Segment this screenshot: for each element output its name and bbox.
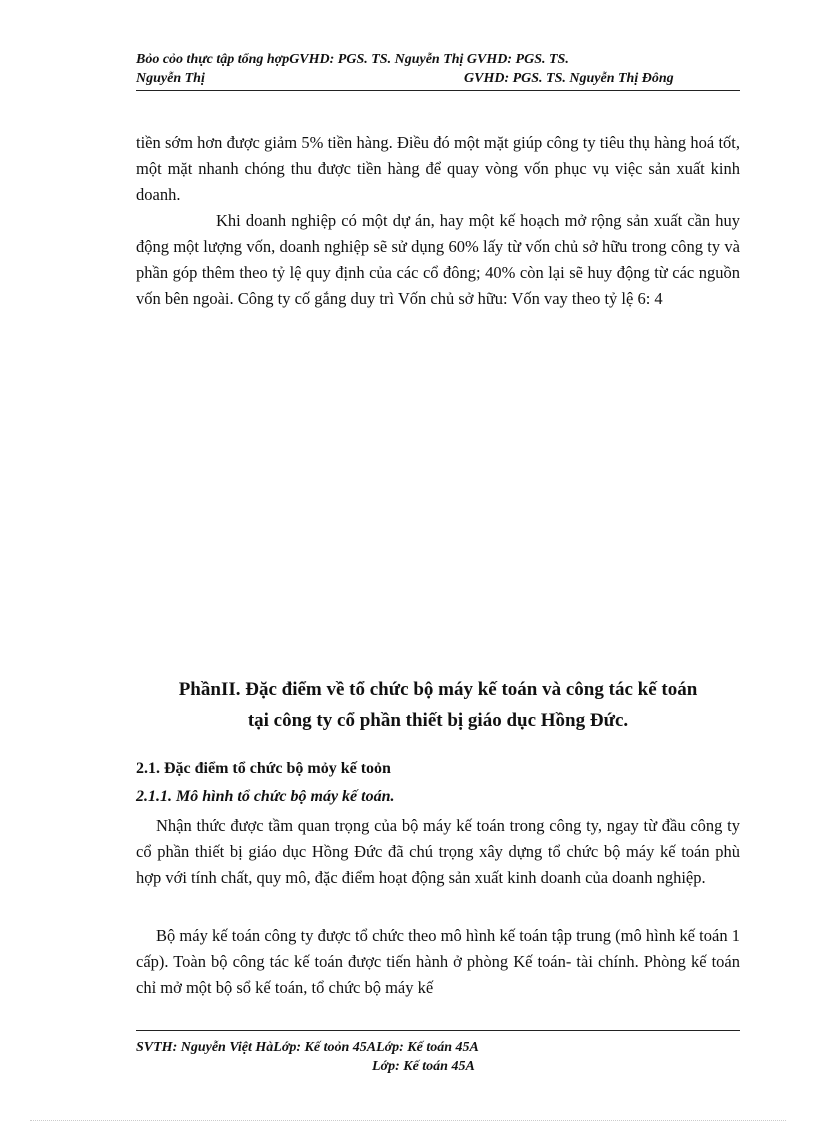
section-title-line-2: tại công ty cổ phần thiết bị giáo dục Hồng Đức. <box>247 710 629 731</box>
header-line-2-right: GVHD: PGS. TS. Nguyễn Thị Đông <box>464 71 674 86</box>
subheading-2-1: 2.1. Đặc điểm tổ chức bộ mỏy kế toỏn <box>136 760 391 777</box>
paragraph-4: Bộ máy kế toán công ty được tổ chức theo mô hình kế toán tập trung (mô hình kế toán 1 cấp). Toàn bộ công tác kế toán được tiến hành ở phòng Kế toán- tài chính. Phòng kế toán chỉ mở một bộ sổ kế toán, tổ chức bộ máy kế <box>136 926 740 997</box>
section-title <box>120 674 756 736</box>
footer-line-2: Lớp: Kế toán 45A <box>372 1059 475 1074</box>
paragraph-2: Khi doanh nghiệp có một dự án, hay một kế hoạch mở rộng sản xuất cần huy động một lượng vốn, doanh nghiệp sẽ sử dụng 60% lấy từ vốn chủ sở hữu trong công ty và phần góp thêm theo tỷ lệ quy định của các cổ đông; 40% còn lại sẽ huy động từ các nguồn vốn bên ngoài. Công ty cố gắng duy trì Vốn chủ sở hữu: Vốn vay theo tỷ lệ 6: 4 <box>136 211 740 308</box>
section-title-line-1: PhầnII. Đặc điểm về tổ chức bộ máy kế toán và công tác kế toán <box>178 679 698 700</box>
footer-line-1: SVTH: Nguyễn Việt HàLớp: Kế toỏn 45ALớp: Kế toán 45A <box>136 1040 479 1055</box>
header-line-1: Bỏo cỏo thực tập tổng hợpGVHD: PGS. TS. Nguyễn Thị GVHD: PGS. TS. <box>136 52 569 67</box>
header-line-2-left: Nguyễn Thị <box>136 71 205 86</box>
subheading-2-1-1: 2.1.1. Mô hình tổ chức bộ máy kế toán. <box>136 788 395 805</box>
page-footer <box>136 1030 740 1074</box>
page-bottom-border <box>30 1120 786 1122</box>
paragraph-1: tiền sớm hơn được giảm 5% tiền hàng. Điều đó một mặt giúp công ty tiêu thụ hàng hoá tốt, một mặt nhanh chóng thu được tiền hàng để quay vòng vốn phục vụ việc sản xuất kinh doanh. <box>136 133 740 204</box>
paragraph-3: Nhận thức được tầm quan trọng của bộ máy kế toán trong công ty, ngay từ đầu công ty cổ phần thiết bị giáo dục Hồng Đức đã chú trọng xây dựng tổ chức bộ máy kế toán phù hợp với tính chất, quy mô, đặc điểm hoạt động sản xuất kinh doanh của doanh nghiệp. <box>136 816 740 887</box>
page-header <box>136 50 740 91</box>
